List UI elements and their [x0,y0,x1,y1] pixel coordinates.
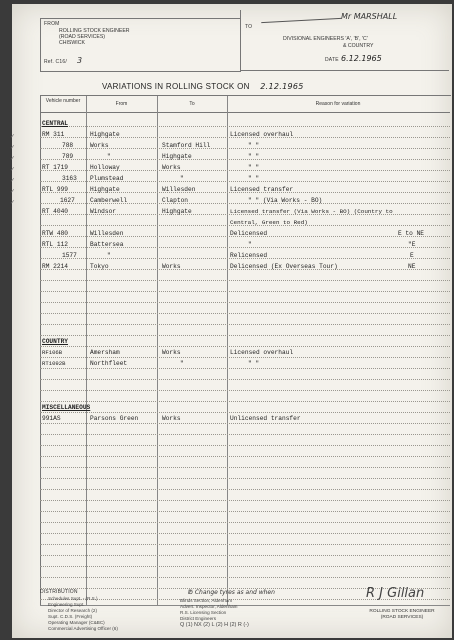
col-divider-1 [86,96,87,606]
ruling-line [40,566,450,567]
margin-marks [10,132,15,209]
ruling-line [40,478,450,479]
ruling-line [40,434,450,435]
reason-cell: " " [248,360,260,367]
ruling-line [40,423,450,424]
ruling-line [40,412,450,413]
to-box [240,10,449,71]
to-line-2: & COUNTRY [343,43,374,49]
to-cell: Works [162,164,181,171]
from-cell: Amersham [90,349,120,356]
distribution-item: Director of Research (2) [48,608,98,613]
from-line-1: ROLLING STOCK ENGINEER [59,28,130,34]
to-cell: Works [162,349,181,356]
title-text: VARIATIONS IN ROLLING STOCK ON [102,82,250,91]
margin-mark-icon: ✓ [10,200,16,206]
ruling-line [40,313,450,314]
to-cell: Works [162,415,181,422]
reason-cell: " " [248,175,260,182]
ref-label: Ref. C16/ [44,59,67,65]
reason-cell: Licensed transfer (Via Works - BO) (Country to [230,208,393,215]
from-cell: Willesden [90,230,124,237]
ruling-line [40,500,450,501]
vehicle-cell: RTW 480 [42,230,68,237]
from-box [40,18,241,72]
col-divider-3 [227,96,228,606]
col-header-reason: Reason for variation [315,101,361,107]
ruling-line [40,159,450,160]
reason-cell: " " (Via Works - BO) [248,197,323,204]
to-handwritten: Mr MARSHALL [341,12,398,21]
distribution-item: Commercial Advertising Officer (6) [48,626,118,631]
ruling-line [40,126,450,127]
from-line-3: CHISWICK [59,40,85,46]
from-cell: Highgate [90,131,120,138]
vehicle-cell: RT 1719 [42,164,68,171]
ruling-line [40,401,450,402]
to-cell: " [180,175,184,182]
vehicle-cell: RTL 112 [42,241,68,248]
from-cell: " [107,252,111,259]
from-cell: Parsons Green [90,415,139,422]
vehicle-cell: RTL 999 [42,186,68,193]
vehicle-cell: 789 [62,153,74,160]
to-line-1: DIVISIONAL ENGINEERS 'A', 'B', 'C' [283,36,368,42]
reason-cell: " [248,241,252,248]
ruling-line [40,357,450,358]
footnote-mark: ℔ [188,589,193,596]
ruling-line [40,577,450,578]
page-title [102,82,304,91]
reason-cell: Unlicensed transfer [230,415,301,422]
sign-title-line: (ROAD SERVICES) [380,615,424,620]
from-cell: Camberwell [90,197,128,204]
vehicle-cell: RT 4040 [42,208,68,215]
vehicle-cell: RM 2214 [42,263,68,270]
distribution-item: Advert. Inspector, Aldenham [180,604,238,609]
extra-cell: NE [408,263,416,270]
extra-cell: E to NE [398,230,424,237]
ref-value: 3 [77,56,83,65]
distribution-right-list [180,598,249,628]
to-cell: Stamford Hill [162,142,211,149]
ruling-line [40,467,450,468]
ruling-line [40,346,450,347]
ruling-line [40,368,450,369]
ruling-line [40,533,450,534]
col-header-from: From [115,101,128,107]
vehicle-cell: 991AS [42,415,61,422]
margin-mark-icon: ✓ [10,178,16,184]
section-country: COUNTRY [42,338,68,345]
from-label: FROM [44,21,60,27]
vehicle-cell: RF106B [42,349,63,356]
ruling-line [40,390,450,391]
vehicle-cell: RM 311 [42,131,65,138]
ruling-line [40,511,450,512]
signature: R J Gillan [366,586,425,601]
ruling-line [40,489,450,490]
ruling-line [40,379,450,380]
from-cell: " [107,153,111,160]
from-cell: Works [90,142,109,149]
footer-note [188,589,275,596]
to-cell: Clapton [162,197,188,204]
margin-mark-icon: ✓ [10,145,16,151]
col-header-to: To [189,101,195,107]
reason-cell: " " [248,142,260,149]
from-cell: Holloway [90,164,120,171]
col-divider-2 [157,96,158,606]
ruling-line [40,456,450,457]
to-cell: Willesden [162,186,196,193]
from-line-2: (ROAD SERVICES) [59,34,106,40]
to-cell: Works [162,263,181,270]
margin-mark-icon: ✓ [10,167,16,173]
ruling-line [40,324,450,325]
extra-cell: E [410,252,414,259]
title-date: 2.12.1965 [260,82,304,91]
distribution-item: Blinds Section, Aldenham [180,598,233,603]
margin-mark-icon: ✓ [10,134,16,140]
ruling-line [40,544,450,545]
ruling-line [40,280,450,281]
section-central: CENTRAL [42,120,68,127]
to-cell: Highgate [162,153,192,160]
reason-cell: Central, Green to Red) [230,219,308,226]
from-cell: Highgate [90,186,120,193]
vehicle-cell: 788 [62,142,74,149]
vehicle-cell: 1577 [62,252,77,259]
reason-cell: Relicensed [230,252,268,259]
reason-cell: Licensed overhaul [230,131,294,138]
distribution-item: District Engineers [180,616,216,621]
distribution-item: Engineering Supt. [48,602,85,607]
to-cell: Highgate [162,208,192,215]
sign-title [354,609,450,621]
extra-cell: "E [408,241,416,248]
distribution-item: Q (1) NX (2) L (2) H (2) R (-) [180,622,249,628]
reason-cell: Delicensed [230,230,268,237]
header-underline [40,112,450,113]
ruling-line [40,291,450,292]
distribution-label: DISTRIBUTION [40,589,78,595]
vehicle-cell: 3163 [62,175,77,182]
from-cell: Battersea [90,241,124,248]
reason-cell: Licensed transfer [230,186,294,193]
ruling-line [40,522,450,523]
distribution-item: R.S. Licensing Section [180,610,227,615]
distribution-item: Schedules Supt. - (R.S.) [48,596,98,601]
document-page [12,4,452,638]
date-label: DATE [325,57,339,63]
margin-mark-icon: ✓ [10,156,16,162]
distribution-item: Supt. C.D.S. (Freight) [48,614,93,619]
from-cell: Windsor [90,208,116,215]
distribution-left-list [48,596,118,632]
scribble-mark [261,10,341,23]
col-header-vehicle: Vehicle number [45,98,81,104]
from-cell: Northfleet [90,360,128,367]
vehicle-cell: 1627 [60,197,75,204]
from-cell: Plumstead [90,175,124,182]
to-label: TO [245,24,253,30]
reason-cell: Delicensed (Ex Overseas Tour) [230,263,338,270]
distribution-item: Operating Manager (C&BC) [48,620,105,625]
margin-mark-icon: ✓ [10,189,16,195]
vehicle-cell: RT1092B [42,360,66,367]
ruling-line [40,555,450,556]
to-cell: " [180,360,184,367]
reason-cell: Licensed overhaul [230,349,294,356]
ruling-line [40,445,450,446]
ruling-line [40,335,450,336]
footer-note-text: Change tyres as and when [194,589,275,596]
from-cell: Tokyo [90,263,109,270]
ruling-line [40,302,450,303]
date-value: 6.12.1965 [341,54,382,63]
sign-title-line: ROLLING STOCK ENGINEER [369,609,435,614]
reason-cell: " " [248,153,260,160]
section-miscellaneous: MISCELLANEOUS [42,404,91,411]
reason-cell: " " [248,164,260,171]
